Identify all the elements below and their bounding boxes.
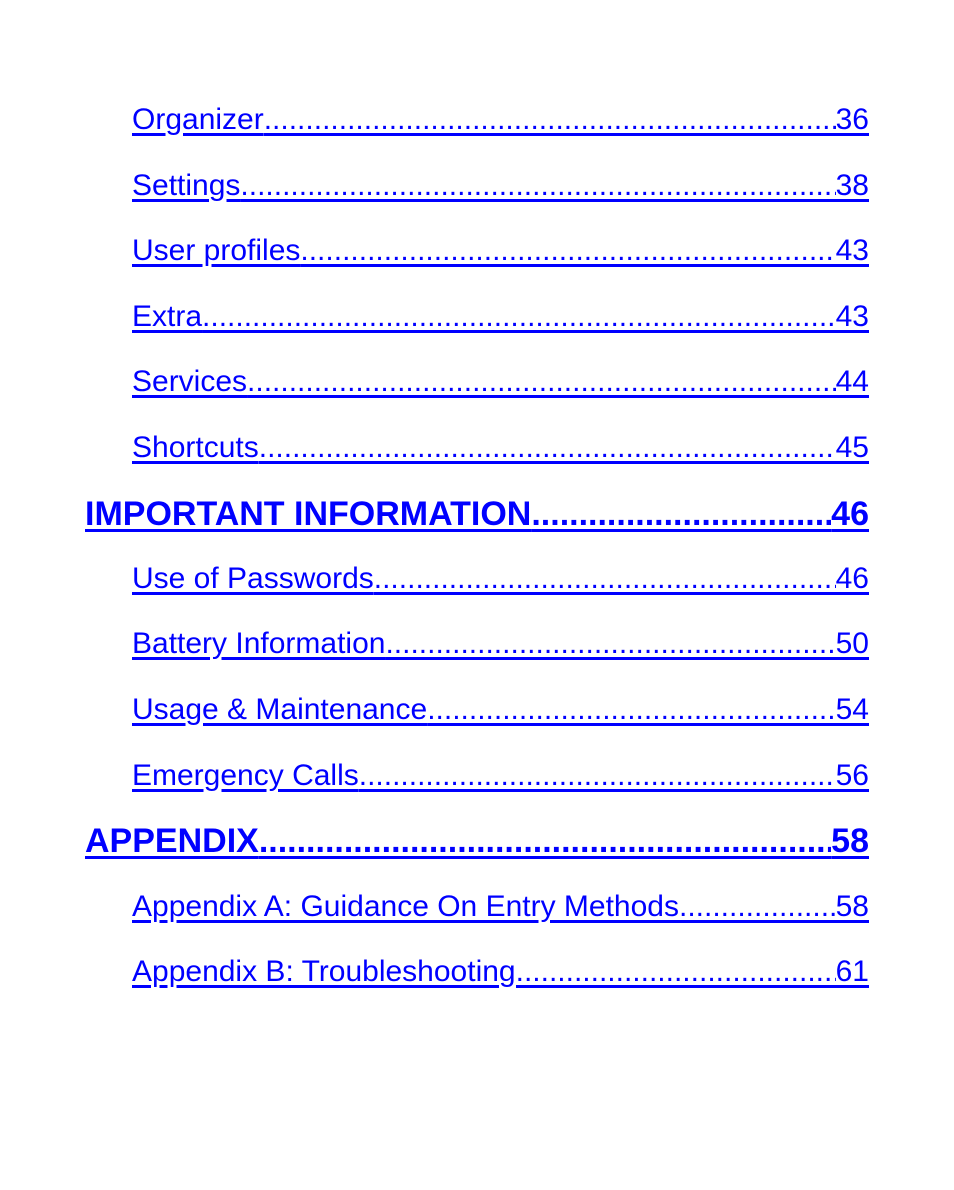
toc-entry-battery-information[interactable] xyxy=(132,627,869,661)
toc-dot-leader xyxy=(385,627,835,661)
toc-dot-leader xyxy=(259,822,831,861)
toc-entry-organizer[interactable] xyxy=(132,103,869,137)
toc-dot-leader xyxy=(259,431,836,465)
toc-entry-title: Emergency Calls xyxy=(132,759,359,792)
toc-dot-leader xyxy=(202,300,836,334)
toc-entry-services[interactable] xyxy=(132,365,869,399)
toc-dot-leader xyxy=(531,495,831,534)
toc-page-number: 58 xyxy=(831,822,869,860)
toc-dot-leader xyxy=(264,103,836,137)
toc-dot-leader xyxy=(427,693,835,727)
toc-page-number: 45 xyxy=(835,431,869,464)
toc-page-number: 54 xyxy=(835,693,869,726)
toc-entry-title: Extra xyxy=(132,300,203,333)
toc-entry-title: Settings xyxy=(132,169,241,202)
toc-page-number: 43 xyxy=(835,234,869,267)
toc-page-number: 61 xyxy=(835,955,869,988)
toc-entry-title: Appendix B: Troubleshooting xyxy=(132,955,516,988)
toc-page-number: 38 xyxy=(835,169,869,202)
toc-entry-title: User profiles xyxy=(132,234,301,267)
toc-entry-title: Appendix A: Guidance On Entry Methods xyxy=(132,890,679,923)
toc-entry-use-of-passwords[interactable] xyxy=(132,562,869,596)
toc-entry-settings[interactable] xyxy=(132,169,869,203)
toc-page-number: 44 xyxy=(835,365,869,398)
toc-page-number: 58 xyxy=(835,890,869,923)
toc-entry-important-information[interactable] xyxy=(85,495,869,534)
toc-entry-shortcuts[interactable] xyxy=(132,431,869,465)
toc-entry-title: Use of Passwords xyxy=(132,562,374,595)
toc-page-number: 46 xyxy=(835,562,869,595)
toc-page-number: 43 xyxy=(835,300,869,333)
toc-dot-leader xyxy=(679,890,836,924)
toc-page-number: 56 xyxy=(835,759,869,792)
toc-entry-appendix-b[interactable] xyxy=(132,955,869,989)
toc-entry-appendix-a[interactable] xyxy=(132,890,869,924)
toc-dot-leader xyxy=(516,955,836,989)
toc-entry-emergency-calls[interactable] xyxy=(132,759,869,793)
toc-entry-user-profiles[interactable] xyxy=(132,234,869,268)
toc-entry-title: Services xyxy=(132,365,248,398)
toc-entry-extra[interactable] xyxy=(132,300,869,334)
toc-entry-appendix[interactable] xyxy=(85,822,869,861)
toc-entry-title: Shortcuts xyxy=(132,431,259,464)
toc-dot-leader xyxy=(247,365,836,399)
toc-page-number: 46 xyxy=(831,495,869,533)
toc-dot-leader xyxy=(240,169,835,203)
toc-page-number: 36 xyxy=(835,103,869,136)
toc-entry-title: Organizer xyxy=(132,103,264,136)
toc-dot-leader xyxy=(374,562,836,596)
toc-dot-leader xyxy=(359,759,836,793)
toc-dot-leader xyxy=(300,234,835,268)
toc-entry-title: IMPORTANT INFORMATION xyxy=(85,495,532,533)
toc-entry-usage-maintenance[interactable] xyxy=(132,693,869,727)
toc-entry-title: Usage & Maintenance xyxy=(132,693,428,726)
toc-page-number: 50 xyxy=(835,627,869,660)
toc-entry-title: APPENDIX xyxy=(85,822,259,860)
toc-entry-title: Battery Information xyxy=(132,627,386,660)
